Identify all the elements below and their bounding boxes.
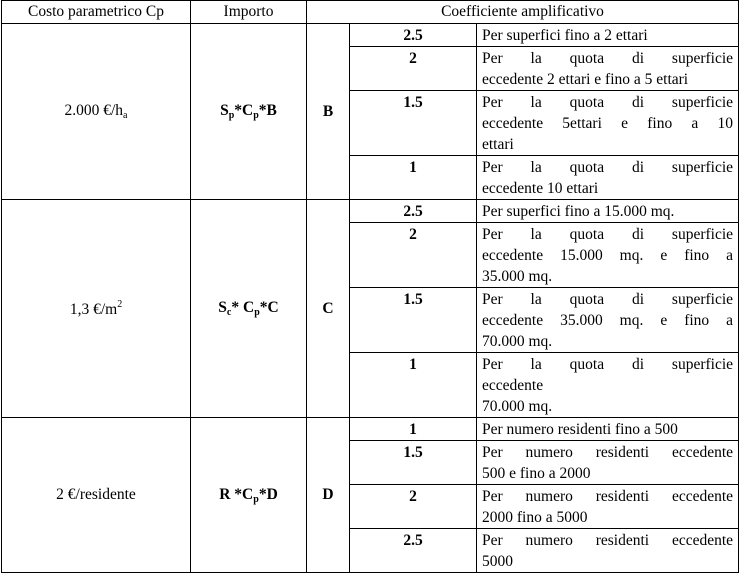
coefficient-letter: D <box>307 418 350 573</box>
importo-cell <box>191 418 307 573</box>
table-body <box>2 24 739 573</box>
cost-table <box>1 0 739 573</box>
coefficient-description <box>477 156 739 200</box>
importo-subscript: p <box>254 307 260 318</box>
description-line: eccedente 5ettari e fino a 10 <box>482 115 734 132</box>
coefficient-description <box>477 223 739 288</box>
coefficient-value: 2 <box>350 47 477 91</box>
description-line: 500 e fino a 2000 <box>482 465 591 482</box>
costo-value: 2 €/residente <box>56 486 136 503</box>
coefficient-value: 1 <box>350 353 477 418</box>
coefficient-value: 1.5 <box>350 288 477 353</box>
coefficient-value: 1.5 <box>350 91 477 156</box>
coefficient-value: 2 <box>350 223 477 288</box>
coefficient-description <box>477 288 739 353</box>
description-line: 70.000 mq. <box>482 398 553 415</box>
coefficient-description <box>477 353 739 418</box>
description-line: Per numero residenti eccedente <box>482 444 734 461</box>
importo-subscript: p <box>253 493 259 505</box>
description-line: eccedente 35.000 mq. e fino a <box>482 312 734 329</box>
description-line: Per la quota di superficie <box>482 356 734 373</box>
description-line: eccedente <box>482 377 544 394</box>
importo-text: *B <box>258 102 277 119</box>
importo-text: *C <box>259 299 279 316</box>
coefficient-description <box>477 200 739 223</box>
description-line: Per la quota di superficie <box>482 226 734 243</box>
coefficient-description <box>477 529 739 573</box>
description-line: Per la quota di superficie <box>482 94 734 111</box>
header-importo: Importo <box>191 1 307 24</box>
importo-text: S <box>220 102 229 119</box>
header-costo: Costo parametrico Cp <box>2 1 191 24</box>
description-line: eccedente 15.000 mq. e fino a <box>482 247 734 264</box>
description-line: Per numero residenti fino a 500 <box>482 421 678 438</box>
description-line: Per superfici fino a 15.000 mq. <box>482 203 675 220</box>
importo-text: *C <box>234 102 254 119</box>
description-line: 70.000 mq. <box>482 333 553 350</box>
coefficient-value: 1 <box>350 156 477 200</box>
importo-subscript: c <box>226 307 232 318</box>
description-line: Per la quota di superficie <box>482 50 734 67</box>
costo-cell <box>2 418 191 573</box>
description-line: Per la quota di superficie <box>482 159 734 176</box>
importo-text: S <box>218 299 227 316</box>
coefficient-value: 2.5 <box>350 529 477 573</box>
coefficient-letter: B <box>307 24 350 200</box>
coefficient-description <box>477 47 739 91</box>
costo-value: 2.000 €/h <box>64 102 124 119</box>
table-row <box>2 418 739 441</box>
coefficient-value: 1 <box>350 418 477 441</box>
header-coefficiente: Coefficiente amplificativo <box>307 1 739 24</box>
description-line: Per numero residenti eccedente <box>482 488 734 505</box>
coefficient-description <box>477 91 739 156</box>
table-row <box>2 200 739 223</box>
costo-cell <box>2 24 191 200</box>
costo-value: 1,3 €/m <box>69 300 118 318</box>
coefficient-value: 2 <box>350 485 477 529</box>
costo-cell <box>2 200 191 418</box>
coefficient-value: 2.5 <box>350 200 477 223</box>
header-row <box>2 1 739 24</box>
description-line: Per numero residenti eccedente <box>482 532 734 549</box>
importo-subscript: p <box>253 110 259 121</box>
coefficient-description <box>477 418 739 441</box>
description-line: eccedente 2 ettari e fino a 5 ettari <box>482 71 689 88</box>
importo-text: *D <box>258 485 278 503</box>
description-line: ettari <box>482 136 514 153</box>
description-line: 5000 <box>482 553 513 570</box>
description-line: 35.000 mq. <box>482 268 553 285</box>
description-line: Per superfici fino a 2 ettari <box>482 27 648 44</box>
coefficient-description <box>477 441 739 485</box>
description-line: Per la quota di superficie <box>482 291 734 308</box>
coefficient-value: 2.5 <box>350 24 477 47</box>
table-row <box>2 24 739 47</box>
coefficient-description <box>477 485 739 529</box>
costo-subscript: a <box>123 110 128 121</box>
importo-text: R *C <box>219 485 254 503</box>
importo-cell <box>191 24 307 200</box>
coefficient-value: 1.5 <box>350 441 477 485</box>
coefficient-description <box>477 24 739 47</box>
coefficient-letter: C <box>307 200 350 418</box>
description-line: eccedente 10 ettari <box>482 180 599 197</box>
importo-subscript: p <box>228 110 235 121</box>
costo-superscript: 2 <box>117 298 123 310</box>
description-line: 2000 fino a 5000 <box>482 509 588 526</box>
importo-text: * C <box>231 299 255 316</box>
importo-cell <box>191 200 307 418</box>
